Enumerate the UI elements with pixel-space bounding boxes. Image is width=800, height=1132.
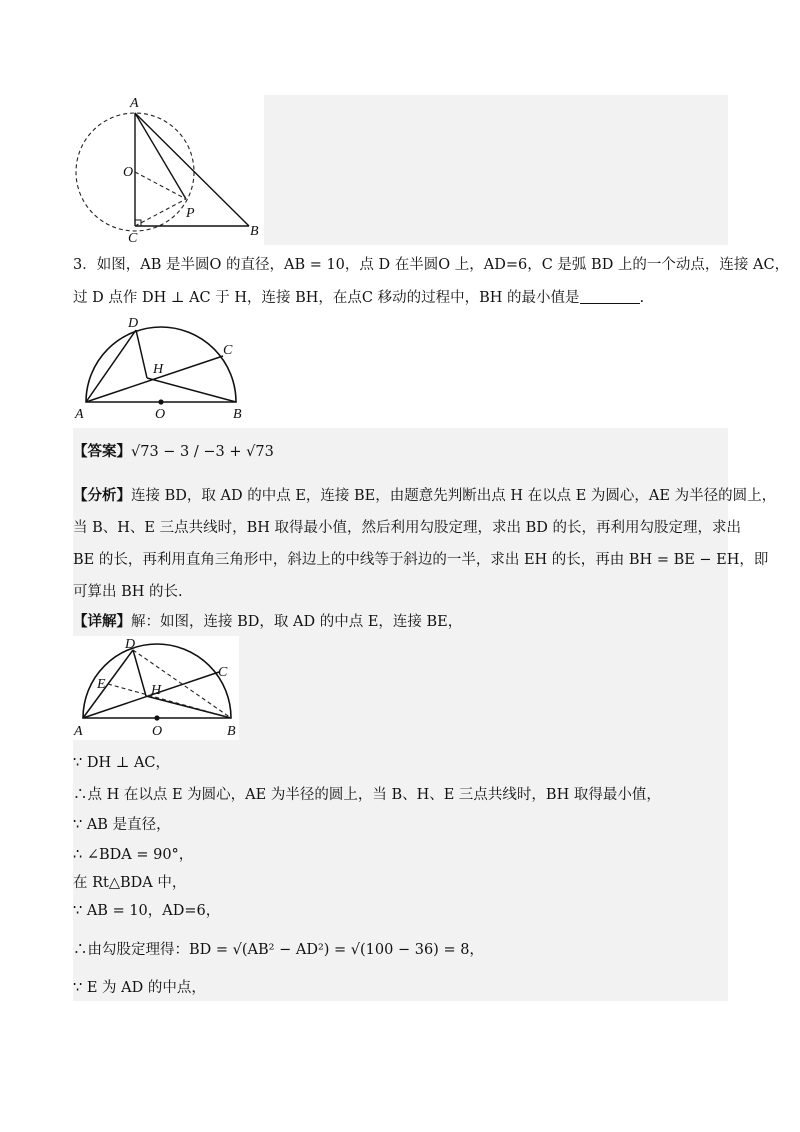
analysis-line1 [73, 486, 776, 506]
fig2-label-d: D [128, 316, 139, 331]
fig3-label-d: D [125, 637, 136, 652]
step-4: ∴ ∠BDA = 90°， [73, 847, 194, 863]
fig2-label-h: H [153, 362, 164, 377]
analysis-line3: BE 的长，再利用直角三角形中，斜边上的中线等于斜边的一半，求出 EH 的长，再由 BH = BE − EH，即 [73, 552, 769, 568]
fig3-label-c: C [218, 665, 228, 680]
figure-circle-triangle [73, 95, 264, 245]
step-1: ∵ DH ⊥ AC， [73, 755, 171, 771]
answer-value: √73 − 3 / −3 + √73 [131, 444, 274, 460]
analysis-tag: 【分析】 [73, 487, 131, 504]
question-period: . [639, 290, 645, 306]
step-2: ∴点 H 在以点 E 为圆心，AE 为半径的圆上，当 B、H、E 三点共线时，BH 取得最小值， [73, 787, 661, 803]
question-number: 3． [73, 257, 97, 273]
fig3-label-a: A [74, 724, 83, 739]
fig3-label-o: O [152, 724, 163, 739]
analysis-line4: 可算出 BH 的长. [73, 584, 183, 600]
step-7: ∴由勾股定理得：BD = √(AB² − AD²) = √(100 − 36) = 8， [73, 942, 484, 958]
fig2-label-o: O [155, 407, 166, 422]
detail-intro: 解：如图，连接 BD，取 AD 的中点 E，连接 BE， [131, 614, 463, 630]
answer-tag: 【答案】 [73, 443, 131, 460]
fig3-label-b: B [227, 724, 236, 739]
analysis-line2: 当 B、H、E 三点共线时，BH 取得最小值，然后利用勾股定理，求出 BD 的长，再利用勾股定理，求出 [73, 520, 742, 536]
question-3-line1 [73, 255, 789, 275]
answer-blank [580, 289, 640, 304]
fig1-label-a: A [130, 96, 139, 111]
fig2-label-b: B [233, 407, 242, 422]
fig2-label-a: A [75, 407, 84, 422]
fig3-label-e: E [97, 677, 106, 692]
step-3: ∵ AB 是直径， [73, 817, 171, 833]
detail-line [73, 612, 462, 632]
step-6: ∵ AB = 10，AD=6， [73, 903, 221, 919]
fig1-label-o: O [123, 165, 134, 180]
detail-tag: 【详解】 [73, 613, 131, 630]
figure-semicircle-with-midpoint [73, 636, 239, 740]
fig2-label-c: C [223, 343, 233, 358]
answer-line [73, 442, 274, 462]
analysis-text-1: 连接 BD，取 AD 的中点 E，连接 BE，由题意先判断出点 H 在以点 E 为圆心，AE 为半径的圆上， [131, 488, 777, 504]
step-8: ∵ E 为 AD 的中点， [73, 980, 206, 996]
fig1-label-p: P [186, 206, 195, 221]
question-text-line2: 过 D 点作 DH ⊥ AC 于 H，连接 BH，在点C 移动的过程中，BH 的最小值是 [73, 290, 580, 306]
fig1-label-b: B [250, 224, 259, 239]
step-5: 在 Rt△BDA 中， [73, 875, 187, 891]
fig1-label-c: C [128, 231, 138, 245]
question-3-line2 [73, 288, 644, 308]
question-text-line1: 如图，AB 是半圆O 的直径，AB = 10，点 D 在半圆O 上，AD=6，C 是弧 BD 上的一个动点，连接 AC， [96, 257, 790, 273]
fig3-label-h: H [151, 683, 162, 698]
figure-semicircle [73, 310, 263, 425]
